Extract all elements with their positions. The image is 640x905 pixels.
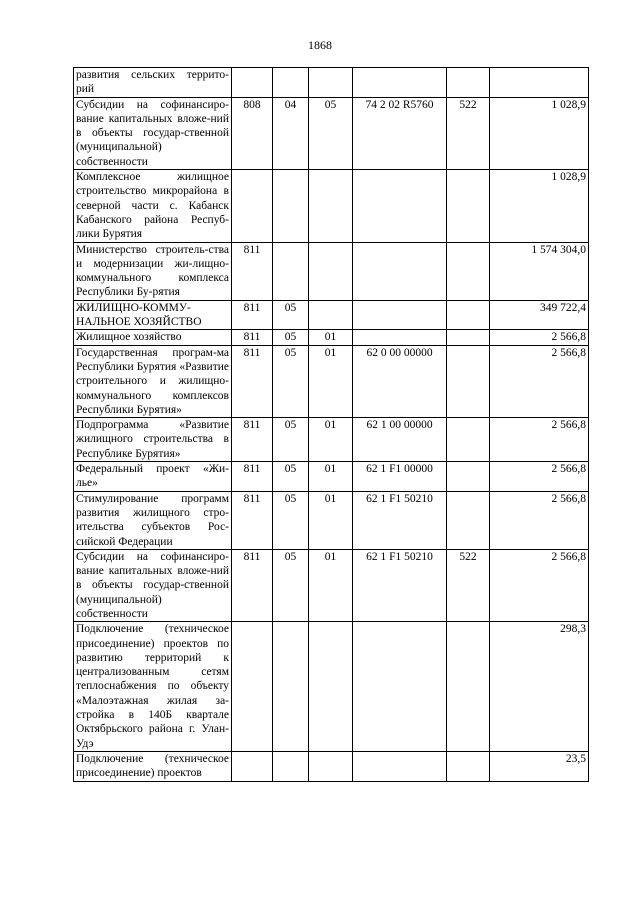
target-article-code: [353, 622, 447, 752]
ministry-code: 811: [232, 345, 273, 417]
expense-type-code: [447, 300, 490, 330]
row-name: Федеральный проект «Жи-лье»: [74, 462, 232, 492]
expense-type-code: [447, 622, 490, 752]
row-name: Субсидии на софинансиро-вание капитальных вложе-ний в объекты государ-ственной (муниципальной) собственности: [74, 549, 232, 621]
table-row: [74, 345, 589, 417]
ministry-code: 811: [232, 418, 273, 462]
target-article-code: [353, 242, 447, 300]
table-row: [74, 462, 589, 492]
target-article-code: [353, 330, 447, 345]
subsection-code: [309, 68, 353, 98]
budget-table: [73, 67, 589, 782]
section-code: 05: [273, 330, 309, 345]
expense-type-code: [447, 68, 490, 98]
expense-type-code: [447, 462, 490, 492]
expense-type-code: [447, 330, 490, 345]
target-article-code: 62 1 F1 00000: [353, 462, 447, 492]
section-code: [273, 68, 309, 98]
row-name: развития сельских террито-рий: [74, 68, 232, 98]
section-code: 04: [273, 97, 309, 169]
expense-type-code: [447, 345, 490, 417]
ministry-code: 811: [232, 491, 273, 549]
table-row: [74, 330, 589, 345]
target-article-code: [353, 751, 447, 781]
amount: 2 566,8: [490, 491, 589, 549]
subsection-code: [309, 300, 353, 330]
amount: 1 028,9: [490, 170, 589, 242]
table-row: [74, 418, 589, 462]
target-article-code: [353, 68, 447, 98]
expense-type-code: [447, 491, 490, 549]
table-row: [74, 622, 589, 752]
expense-type-code: [447, 242, 490, 300]
amount: 349 722,4: [490, 300, 589, 330]
expense-type-code: [447, 751, 490, 781]
table-row: [74, 97, 589, 169]
row-name: Жилищное хозяйство: [74, 330, 232, 345]
amount: 1 574 304,0: [490, 242, 589, 300]
ministry-code: 811: [232, 242, 273, 300]
ministry-code: [232, 68, 273, 98]
amount: 2 566,8: [490, 462, 589, 492]
ministry-code: 811: [232, 300, 273, 330]
subsection-code: 01: [309, 549, 353, 621]
section-code: [273, 622, 309, 752]
target-article-code: [353, 170, 447, 242]
ministry-code: 811: [232, 549, 273, 621]
section-code: 05: [273, 345, 309, 417]
amount: 2 566,8: [490, 345, 589, 417]
ministry-code: 811: [232, 462, 273, 492]
row-name: Подпрограмма «Развитие жилищного строительства в Республике Бурятия»: [74, 418, 232, 462]
subsection-code: [309, 242, 353, 300]
target-article-code: [353, 300, 447, 330]
table-row: [74, 549, 589, 621]
target-article-code: 62 1 00 00000: [353, 418, 447, 462]
section-code: 05: [273, 418, 309, 462]
row-name: Подключение (техническое присоединение) проектов: [74, 751, 232, 781]
row-name: Подключение (техническое присоединение) проектов по развитию территорий к централизованным сетям теплоснабжения по объекту «Малоэтажная жилая за-стройка в 140Б квартале Октябрьского района г. Улан-Удэ: [74, 622, 232, 752]
section-code: 05: [273, 491, 309, 549]
expense-type-code: 522: [447, 549, 490, 621]
ministry-code: [232, 751, 273, 781]
target-article-code: 62 1 F1 50210: [353, 491, 447, 549]
table-row: [74, 242, 589, 300]
expense-type-code: 522: [447, 97, 490, 169]
row-name: ЖИЛИЩНО-КОММУ-НАЛЬНОЕ ХОЗЯЙСТВО: [74, 300, 232, 330]
table-row: [74, 170, 589, 242]
ministry-code: [232, 622, 273, 752]
ministry-code: 808: [232, 97, 273, 169]
expense-type-code: [447, 418, 490, 462]
row-name: Министерство строитель-ства и модернизации жи-лищно-коммунального комплекса Республики Бу-рятия: [74, 242, 232, 300]
ministry-code: 811: [232, 330, 273, 345]
section-code: [273, 751, 309, 781]
target-article-code: 62 0 00 00000: [353, 345, 447, 417]
section-code: 05: [273, 462, 309, 492]
table-row: [74, 68, 589, 98]
subsection-code: [309, 622, 353, 752]
subsection-code: 01: [309, 418, 353, 462]
target-article-code: 74 2 02 R5760: [353, 97, 447, 169]
section-code: [273, 170, 309, 242]
amount: 2 566,8: [490, 549, 589, 621]
subsection-code: 01: [309, 462, 353, 492]
row-name: Субсидии на софинансиро-вание капитальных вложе-ний в объекты государ-ственной (муниципальной) собственности: [74, 97, 232, 169]
section-code: 05: [273, 300, 309, 330]
table-row: [74, 300, 589, 330]
row-name: Комплексное жилищное строительство микрорайона в северной части с. Кабанск Кабанского района Респуб-лики Бурятия: [74, 170, 232, 242]
subsection-code: 05: [309, 97, 353, 169]
amount: 298,3: [490, 622, 589, 752]
section-code: [273, 242, 309, 300]
target-article-code: 62 1 F1 50210: [353, 549, 447, 621]
page-number: 1868: [308, 38, 332, 52]
ministry-code: [232, 170, 273, 242]
amount: 2 566,8: [490, 330, 589, 345]
amount: [490, 68, 589, 98]
amount: 23,5: [490, 751, 589, 781]
table-row: [74, 491, 589, 549]
subsection-code: [309, 170, 353, 242]
subsection-code: 01: [309, 330, 353, 345]
amount: 2 566,8: [490, 418, 589, 462]
section-code: 05: [273, 549, 309, 621]
table-row: [74, 751, 589, 781]
subsection-code: [309, 751, 353, 781]
subsection-code: 01: [309, 491, 353, 549]
amount: 1 028,9: [490, 97, 589, 169]
expense-type-code: [447, 170, 490, 242]
subsection-code: 01: [309, 345, 353, 417]
row-name: Стимулирование программ развития жилищного стро-ительства субъектов Рос-сийской Федерации: [74, 491, 232, 549]
row-name: Государственная програм-ма Республики Бурятия «Развитие строительного и жилищно-коммунального комплексов Республики Бурятия»: [74, 345, 232, 417]
